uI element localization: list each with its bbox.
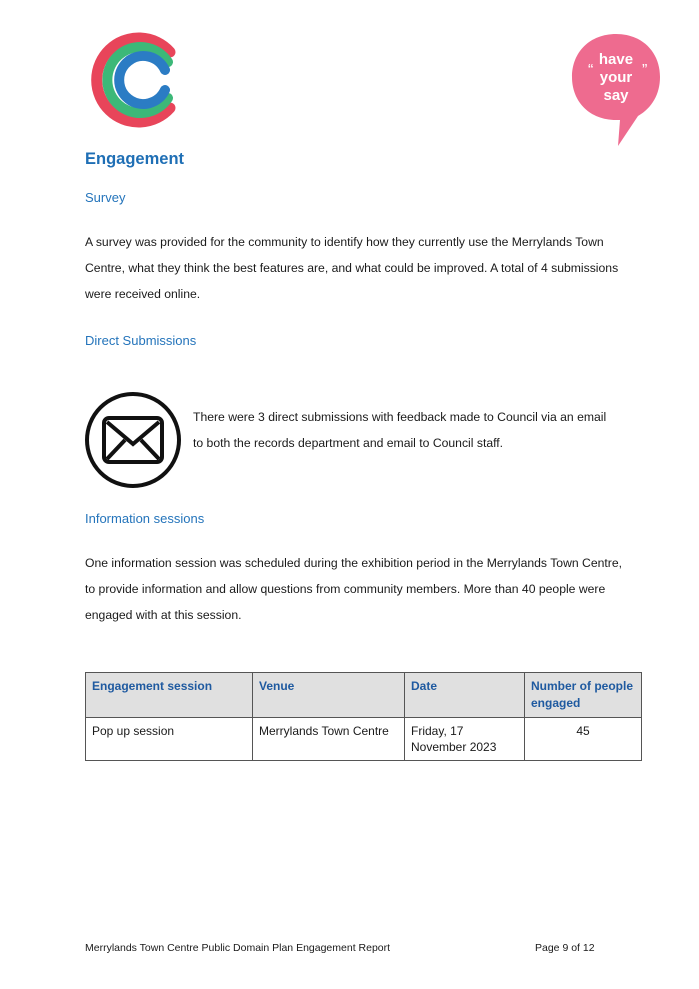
table-header-row [86,673,642,718]
logo-text-your: your [599,69,633,86]
logo-text-have: have [598,51,634,68]
survey-paragraph: A survey was provided for the community to identify how they currently use the Merrylands Town Centre, what they think the best features are, and what could be improved. A total of 4 submissions were received online. [85,235,619,301]
svg-text:”: ” [642,62,648,79]
table-row [86,718,642,761]
envelope-icon [84,390,182,490]
council-c-logo-icon [88,30,180,130]
column-header: Number of people engaged [525,673,642,718]
page-title: Engagement [85,150,185,168]
column-header: Venue [253,673,405,718]
logo-text-say: say [603,87,629,104]
table-cell: Pop up session [86,718,253,761]
svg-text:“: “ [588,62,594,79]
information-sessions-paragraph: One information session was scheduled during the exhibition period in the Merrylands Town Centre, to provide information and allow questions from community members. More than 40 people were engaged with at this session. [85,556,622,622]
have-your-say-speech-bubble-icon [568,30,664,148]
direct-submissions-paragraph: There were 3 direct submissions with feedback made to Council via an email to both the records department and email to Council staff. [193,410,607,450]
table-cell: 45 [525,718,642,761]
section-title-direct-submissions: Direct Submissions [85,333,197,348]
section-title-survey: Survey [85,190,126,205]
column-header: Date [405,673,525,718]
section-title-information-sessions: Information sessions [85,511,205,526]
footer-page-number: Page 9 of 12 [535,942,595,954]
table-cell: Merrylands Town Centre [253,718,405,761]
have-your-say-logo [568,30,664,148]
table-cell: Friday, 17 November 2023 [405,718,525,761]
column-header: Engagement session [86,673,253,718]
footer-report-title: Merrylands Town Centre Public Domain Plan Engagement Report [85,942,391,954]
engagement-table [85,672,642,761]
